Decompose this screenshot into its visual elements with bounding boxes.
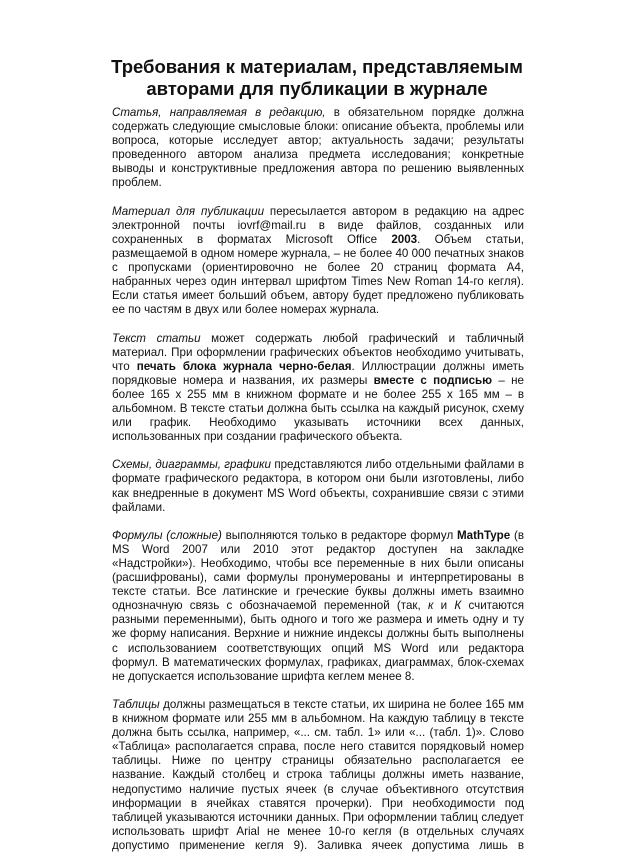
italic-text: Таблицы bbox=[112, 697, 160, 711]
italic-text: К bbox=[454, 599, 462, 613]
text-segment: может содержать любой графический и табличный материал. При оформлении графических объектов необходимо учитывать, что bbox=[112, 331, 524, 373]
text-segment: пересылается автором в редакцию на адрес электронной почты iovrf@mail.ru в виде файлов, созданных или сохраненных в форматах Microsoft Office bbox=[112, 204, 524, 246]
text-segment: и bbox=[433, 599, 455, 613]
bold-text: 2003 bbox=[391, 232, 418, 246]
text-segment: . Иллюстрации должны иметь порядковые номера и названия, их размеры bbox=[112, 359, 525, 387]
text-segment: – не более 165 х 255 мм в книжном формате и не более 255 х 165 мм – в альбомном. В тексте статьи должна быть ссылка на каждый рисунок, схему или график. Необходимо указывать источники всех данных, использованных при создании графического объекта. bbox=[112, 373, 524, 444]
paragraph bbox=[112, 205, 524, 318]
bold-text: MathType bbox=[456, 528, 511, 542]
italic-text: Формулы (сложные) bbox=[112, 528, 222, 542]
paragraph bbox=[112, 698, 524, 853]
italic-text: Материал для публикации bbox=[112, 204, 265, 218]
text-segment: считаются разными переменными), быть одного и того же размера и иметь одну и ту же форму написания. Верхние и нижние индексы должны быть выполнены с использованием соответствующих опций MS Word или редактора формул. В математических формулах, графиках, диаграммах, блок-схемах не допускается использование шрифта кеглем менее 8. bbox=[112, 599, 524, 683]
paragraph bbox=[112, 529, 524, 684]
bold-text: печать блока журнала черно-белая bbox=[136, 359, 352, 373]
italic-text: Схемы, диаграммы, графики bbox=[112, 458, 271, 472]
paragraph bbox=[112, 332, 524, 445]
italic-text: Статья, направляемая в редакцию, bbox=[112, 106, 326, 119]
bold-text: вместе с подписью bbox=[373, 373, 493, 387]
text-segment: . Объем статьи, размещаемой в одном номере журнала, – не более 40 000 печатных знаков с пропусками (ориентировочно не более 20 страниц формата А4, набранных через один интервал шрифтом Times New Roman 14-го кегля). Если статья имеет больший объем, автору будет предложено публиковать ее по частям в двух или более номерах журнала. bbox=[112, 232, 525, 317]
text-segment: (в MS Word 2007 или 2010 этот редактор доступен на закладке «Надстройки»). Необходимо, чтобы все переменные в них были описаны (расшифрованы), сами формулы пронумерованы и интерпретированы в тексте статьи. Все латинские и греческие буквы должны иметь взаимно однозначную связь с обозначаемой переменной (так, bbox=[112, 528, 524, 613]
paragraph bbox=[112, 106, 524, 191]
document-body bbox=[112, 106, 524, 867]
text-segment: представляются либо отдельными файлами в формате графического редактора, в котором они были изготовлены, либо как внедренные в документ MS Word объекты, сохранившие связи с этими файлами. bbox=[112, 458, 524, 514]
page-title: Требования к материалам, представляемым авторами для публикации в журнале bbox=[111, 56, 523, 99]
text-segment: выполняются только в редакторе формул bbox=[221, 528, 457, 542]
paragraph bbox=[112, 458, 524, 514]
text-segment: в обязательном порядке должна содержать следующие смысловые блоки: описание объекта, проблемы или вопроса, которые исследует автор; актуальность задачи; результаты проведенного автором анализа предмета исследования; конкретные выводы и конструктивные предложения автора по решению выявленных проблем. bbox=[112, 106, 524, 190]
italic-text: к bbox=[427, 599, 434, 613]
text-segment: должны размещаться в тексте статьи, их ширина не более 165 мм в книжном формате или 255 мм в альбомном. На каждую таблицу в тексте должна быть ссылка, например, «... см. табл. 1» или «... (табл. 1)». Слово «Таблица» располагается справа, после него ставится порядковый номер таблицы. Ниже по центру страницы обязательно располагается ее название. Каждый столбец и строка таблицы должны иметь название, недопустимо наличие пустых ячеек (в случае объективного отсутствия информации в ячейках ставятся прочерки). При необходимости под таблицей указываются источники данных. При оформлении таблиц следует использовать шрифт Arial не менее 10-го кегля (в отдельных случаях допустимо применение кегля 9). Заливка ячеек допустима лишь в bbox=[112, 697, 524, 852]
italic-text: Текст статьи bbox=[112, 331, 201, 345]
